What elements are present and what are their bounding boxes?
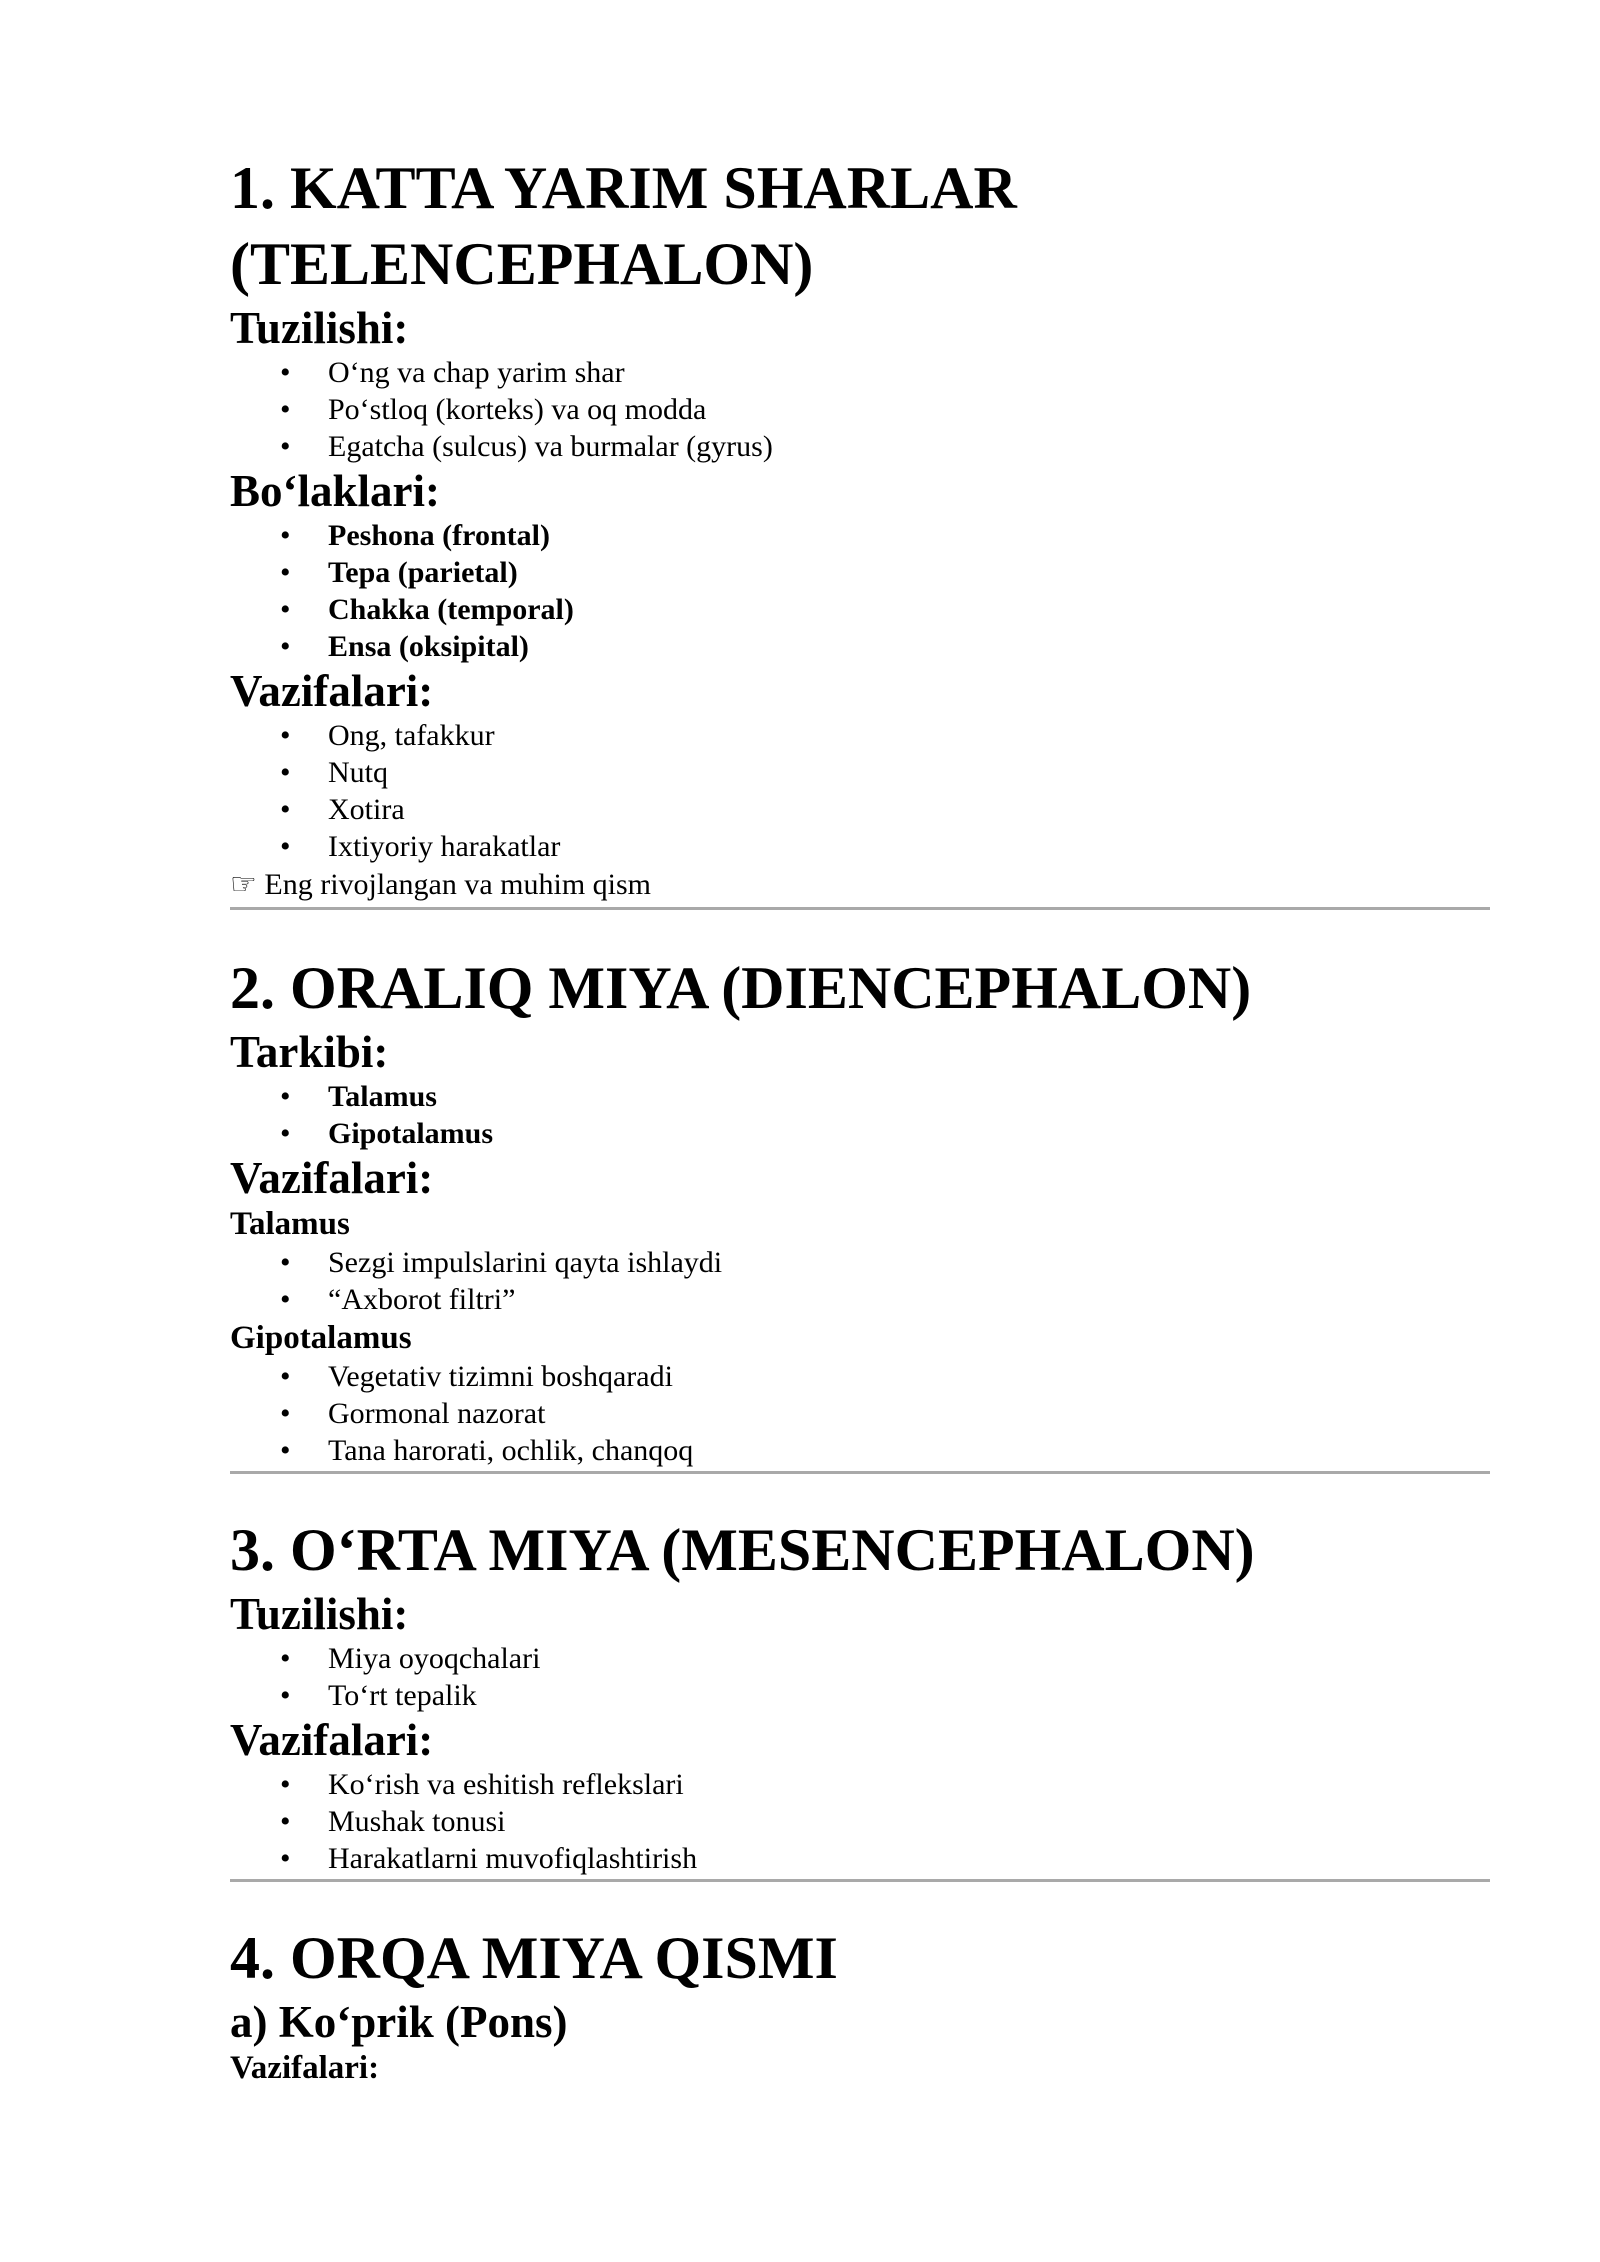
- bullet-icon: •: [280, 519, 291, 552]
- list-item: • Mushak tonusi: [280, 1805, 506, 1838]
- list-item: • Ixtiyoriy harakatlar: [280, 830, 561, 863]
- bullet-icon: •: [280, 1360, 291, 1393]
- list-item: • Vegetativ tizimni boshqaradi: [280, 1360, 673, 1393]
- list-tuzilishi: [230, 1640, 1490, 1714]
- list-gipotalamus: [230, 1358, 1490, 1469]
- list-item: • O‘ng va chap yarim shar: [280, 356, 625, 389]
- section-title: 3. O‘RTA MIYA (MESENCEPHALON): [230, 1517, 1255, 1583]
- section-telencephalon: [230, 150, 1490, 910]
- bullet-icon: •: [280, 1434, 291, 1467]
- bullet-icon: •: [280, 630, 291, 663]
- bullet-icon: •: [280, 830, 291, 863]
- bullet-icon: •: [280, 1246, 291, 1279]
- section-diencephalon: [230, 950, 1490, 1474]
- list-item: • Xotira: [280, 793, 405, 826]
- heading-vazifalari: Vazifalari:: [230, 1153, 434, 1203]
- heading-tuzilishi: Tuzilishi:: [230, 1589, 409, 1639]
- section-title-line1: 1. KATTA YARIM SHARLAR: [230, 155, 1017, 221]
- list-item: • Harakatlarni muvofiqlashtirish: [280, 1842, 698, 1875]
- bullet-icon: •: [280, 1080, 291, 1113]
- heading-gipotalamus: Gipotalamus: [230, 1320, 412, 1356]
- section-title-line2: (TELENCEPHALON): [230, 231, 814, 297]
- list-item: • Tepa (parietal): [280, 556, 518, 589]
- bullet-icon: •: [280, 1283, 291, 1316]
- spacer: [230, 1882, 1490, 1920]
- bullet-icon: •: [280, 593, 291, 626]
- list-item: • Sezgi impulslarini qayta ishlaydi: [280, 1246, 723, 1279]
- list-item: • Egatcha (sulcus) va burmalar (gyrus): [280, 430, 773, 463]
- heading-bolaklari: Bo‘laklari:: [230, 466, 440, 516]
- list-item: • Gormonal nazorat: [280, 1397, 546, 1430]
- list-item: • To‘rt tepalik: [280, 1679, 477, 1712]
- subsection-pons-title: a) Ko‘prik (Pons): [230, 1997, 568, 2047]
- section-title: 4. ORQA MIYA QISMI: [230, 1925, 838, 1991]
- list-item: • Nutq: [280, 756, 388, 789]
- list-item: • Tana harorati, ochlik, chanqoq: [280, 1434, 694, 1467]
- list-vazifalari: [230, 1766, 1490, 1877]
- section-title: [230, 150, 1490, 302]
- list-tarkibi: [230, 1078, 1490, 1152]
- heading-vazifalari: Vazifalari:: [230, 1715, 434, 1765]
- heading-talamus: Talamus: [230, 1206, 350, 1242]
- bullet-icon: •: [280, 393, 291, 426]
- list-item: • Po‘stloq (korteks) va oq modda: [280, 393, 707, 426]
- list-tuzilishi: [230, 354, 1490, 465]
- bullet-icon: •: [280, 430, 291, 463]
- bullet-icon: •: [280, 793, 291, 826]
- bullet-icon: •: [280, 1679, 291, 1712]
- spacer: [230, 910, 1490, 950]
- section-title: 2. ORALIQ MIYA (DIENCEPHALON): [230, 955, 1252, 1021]
- spacer: [230, 1474, 1490, 1512]
- list-item: • Miya oyoqchalari: [280, 1642, 541, 1675]
- bullet-icon: •: [280, 1642, 291, 1675]
- list-talamus: [230, 1244, 1490, 1318]
- bullet-icon: •: [280, 1842, 291, 1875]
- document-page: [230, 150, 1490, 2088]
- list-item: • Chakka (temporal): [280, 593, 574, 626]
- heading-vazifalari: Vazifalari:: [230, 666, 434, 716]
- list-vazifalari: [230, 717, 1490, 865]
- list-item: • Ong, tafakkur: [280, 719, 495, 752]
- bullet-icon: •: [280, 1805, 291, 1838]
- heading-tarkibi: Tarkibi:: [230, 1027, 389, 1077]
- list-bolaklari: [230, 517, 1490, 665]
- bullet-icon: •: [280, 556, 291, 589]
- bullet-icon: •: [280, 719, 291, 752]
- list-item: • Gipotalamus: [280, 1117, 494, 1150]
- list-item: • Talamus: [280, 1080, 437, 1113]
- note-pointing-hand: ☞ Eng rivojlangan va muhim qism: [230, 868, 652, 901]
- list-item: • Ko‘rish va eshitish reflekslari: [280, 1768, 684, 1801]
- heading-vazifalari: Vazifalari:: [230, 2050, 380, 2086]
- bullet-icon: •: [280, 1397, 291, 1430]
- section-mesencephalon: [230, 1512, 1490, 1882]
- bullet-icon: •: [280, 756, 291, 789]
- list-item: • Peshona (frontal): [280, 519, 550, 552]
- list-item: • Ensa (oksipital): [280, 630, 529, 663]
- section-orqa-miya: [230, 1920, 1490, 2088]
- heading-tuzilishi: Tuzilishi:: [230, 303, 409, 353]
- bullet-icon: •: [280, 356, 291, 389]
- bullet-icon: •: [280, 1768, 291, 1801]
- list-item: • “Axborot filtri”: [280, 1283, 516, 1316]
- bullet-icon: •: [280, 1117, 291, 1150]
